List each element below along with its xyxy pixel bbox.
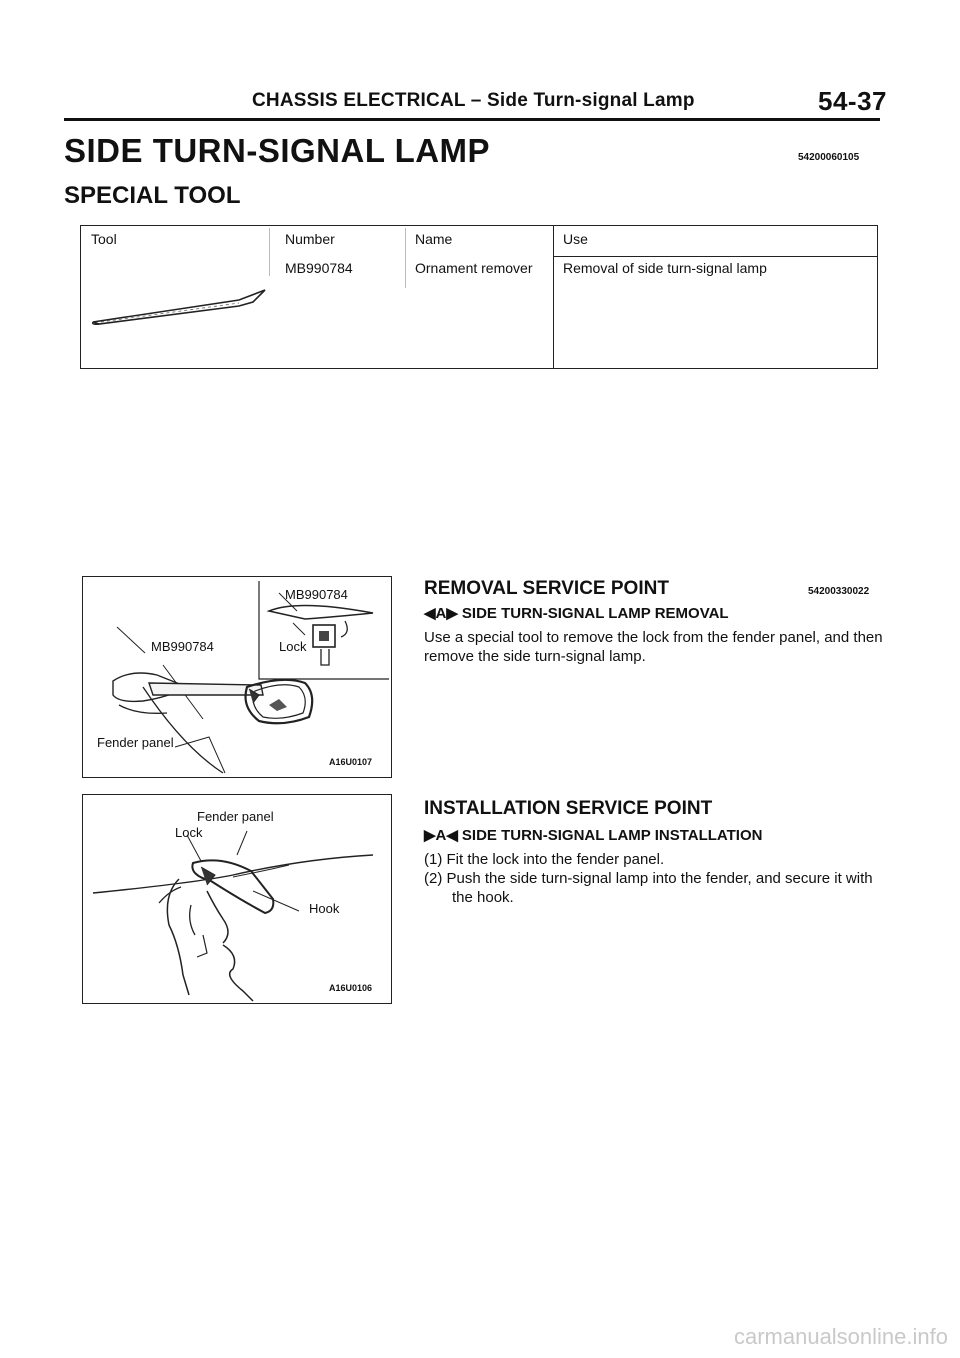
label-tool: MB990784: [151, 639, 214, 654]
tool-name: Ornament remover: [415, 260, 533, 276]
installation-step-1: (1) Fit the lock into the fender panel.: [424, 851, 665, 868]
installation-illustration: [83, 795, 391, 1003]
header-rule: [64, 118, 880, 121]
table-divider: [269, 228, 270, 276]
installation-marker: ▶A◀: [424, 827, 458, 844]
removal-text: Use a special tool to remove the lock from the fender panel, and then remove the side turn-signal lamp.: [424, 629, 883, 665]
running-header-title: CHASSIS ELECTRICAL – Side Turn-signal Lamp: [252, 90, 695, 111]
installation-figure: [82, 794, 392, 1004]
ornament-remover-illustration: [89, 278, 279, 328]
removal-subheading: [424, 604, 729, 622]
label-tool-inset: MB990784: [285, 587, 348, 602]
col-header-use: Use: [563, 231, 588, 247]
label-lock: Lock: [175, 825, 203, 840]
label-fender-panel: Fender panel: [97, 735, 174, 750]
installation-subheading: [424, 826, 762, 844]
table-divider: [553, 256, 877, 257]
special-tool-table: [80, 225, 878, 369]
removal-marker: ◀A▶: [424, 605, 458, 622]
removal-heading: REMOVAL SERVICE POINT: [424, 578, 669, 599]
installation-step-2: (2) Push the side turn-signal lamp into the fender, and secure it with the hook.: [424, 870, 873, 906]
installation-heading: INSTALLATION SERVICE POINT: [424, 798, 713, 819]
table-divider: [405, 228, 406, 288]
section-code: 54200060105: [798, 152, 860, 163]
page-title: SIDE TURN-SIGNAL LAMP: [64, 132, 491, 169]
col-header-number: Number: [285, 231, 335, 247]
removal-code: 54200330022: [808, 586, 870, 597]
label-fender-panel: Fender panel: [197, 809, 274, 824]
col-header-name: Name: [415, 231, 453, 247]
label-hook: Hook: [309, 901, 340, 916]
col-header-tool: Tool: [91, 231, 117, 247]
removal-subtitle: SIDE TURN-SIGNAL LAMP REMOVAL: [461, 605, 729, 622]
label-lock: Lock: [279, 639, 307, 654]
removal-figure: [82, 576, 392, 778]
tool-use: Removal of side turn-signal lamp: [563, 260, 767, 276]
special-tool-heading: SPECIAL TOOL: [64, 182, 241, 209]
tool-number: MB990784: [285, 260, 353, 276]
table-divider: [553, 226, 554, 368]
installation-subtitle: SIDE TURN-SIGNAL LAMP INSTALLATION: [461, 827, 763, 844]
watermark: carmanualsonline.info: [733, 1324, 948, 1349]
figure-code: A16U0107: [329, 757, 373, 767]
page-number: 54-37: [818, 86, 887, 116]
figure-code: A16U0106: [329, 983, 373, 993]
